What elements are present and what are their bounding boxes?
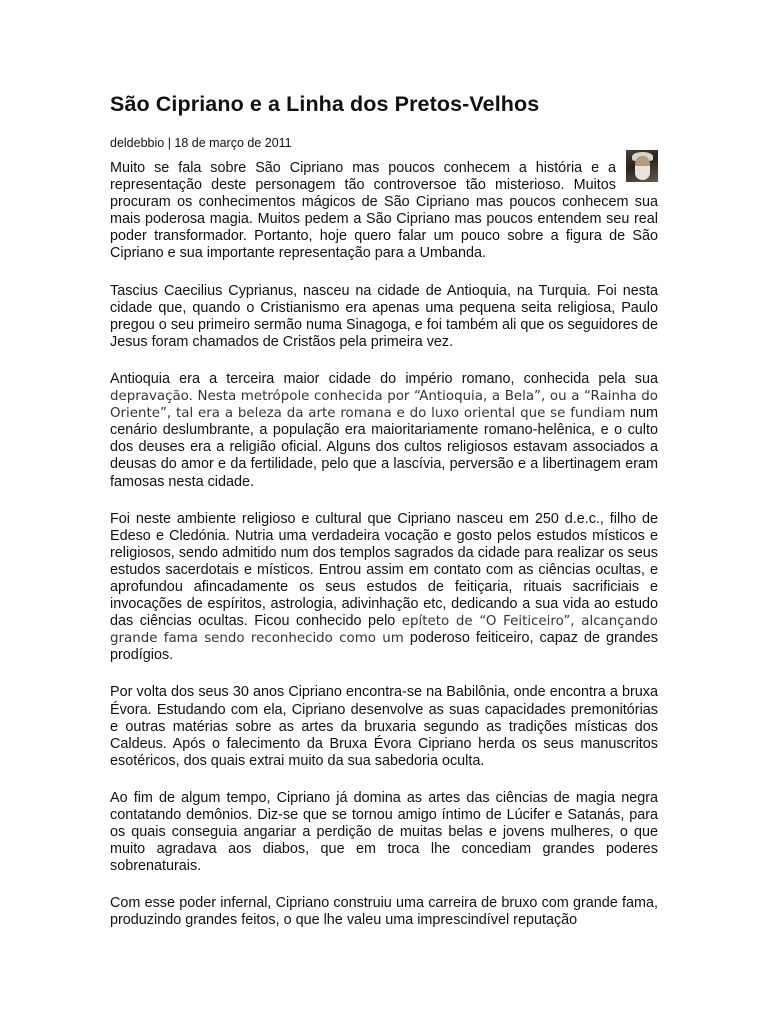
paragraph-1-text: Muito se fala sobre São Cipriano mas poucos conhecem a história e a representação deste personagem tão controversoe tão misterioso. Muitos procuram os conhecimentos mágicos de São Cipriano mas poucos conhecem sua mais poderosa magia. Muitos pedem a São Cipriano mas poucos entendem seu real poder transformador. Portanto, hoje quero falar um pouco sobre a figura de São Cipriano e sua importante representação para a Umbanda. <box>110 160 658 262</box>
paragraph-4-text-b: epíteto de “O Feiticeiro”, alcançando grande fama sendo reconhecido como um <box>110 614 658 647</box>
paragraph-7: Com esse poder infernal, Cipriano construiu uma carreira de bruxo com grande fama, produzindo grandes feitos, o que lhe valeu uma imprescindível reputação <box>110 895 658 929</box>
paragraph-3-text-b: depravação. Nesta metrópole conhecida por “Antioquia, a Bela”, ou a “Rainha do Oriente”, tal era a beleza da arte romana e do luxo oriental que se fundiam <box>110 389 658 422</box>
author-date: deldebbio | 18 de março de 2011 <box>110 136 292 150</box>
article-body <box>110 160 658 950</box>
paragraph-4-text-a: Foi neste ambiente religioso e cultural que Cipriano nasceu em 250 d.e.c., filho de Edeso e Cledónia. Nutria uma verdadeira vocação e gosto pelos estudos místicos e religiosos, sendo admitido num dos templos sagrados da cidade para realizar os seus estudos sacerdotais e místicos. Entrou assim em contato com as ciências ocultas, e aprofundou afincadamente os seus estudos de feitiçaria, rituais sacrificiais e invocações de espíritos, astrologia, adivinhação etc, dedicando a sua vida ao estudo das ciências ocultas. Ficou conhecido pelo <box>110 510 658 630</box>
paragraph-5: Por volta dos seus 30 anos Cipriano encontra-se na Babilônia, onde encontra a bruxa Évora. Estudando com ela, Cipriano desenvolve as suas capacidades premonitórias e outras matérias sobre as artes da bruxaria segundo as tradições místicas dos Caldeus. Após o falecimento da Bruxa Évora Cipriano herda os seus manuscritos esotéricos, dos quais extrai muito da sua sabedoria oculta. <box>110 684 658 769</box>
paragraph-3-text-a: Antioquia era a terceira maior cidade do império romano, conhecida pela sua <box>110 370 658 387</box>
paragraph-3-text-c: num cenário deslumbrante, a população era maioritariamente romano-helênica, e o culto dos deuses era a religião oficial. Alguns dos cultos religiosos estavam associados a deusas do amor e da fertilidade, pelo que a lascívia, perversão e a libertinagem eram famosas nesta cidade. <box>110 405 659 490</box>
paragraph-3 <box>110 371 658 491</box>
paragraph-6: Ao fim de algum tempo, Cipriano já domina as artes das ciências de magia negra contatando demônios. Diz-se que se tornou amigo íntimo de Lúcifer e Satanás, para os quais conseguia angariar a perdição de muitas belas e jovens mulheres, o que muito agradava aos diabos, que em troca lhe concediam grandes poderes sobrenaturais. <box>110 789 658 875</box>
paragraph-4-text-c: poderoso feiticeiro, capaz de grandes prodígios. <box>110 630 658 664</box>
paragraph-4 <box>110 511 658 665</box>
paragraph-2: Tascius Caecilius Cyprianus, nasceu na cidade de Antioquia, na Turquia. Foi nesta cidade que, quando o Cristianismo era apenas uma pequena seita religiosa, Paulo pregou o seu primeiro sermão numa Sinagoga, e foi também ali que os seguidores de Jesus foram chamados de Cristãos pela primeira vez. <box>110 282 658 350</box>
author-portrait-image <box>626 150 658 182</box>
paragraph-1 <box>110 160 658 263</box>
page-title: São Cipriano e a Linha dos Pretos-Velhos <box>110 92 540 116</box>
